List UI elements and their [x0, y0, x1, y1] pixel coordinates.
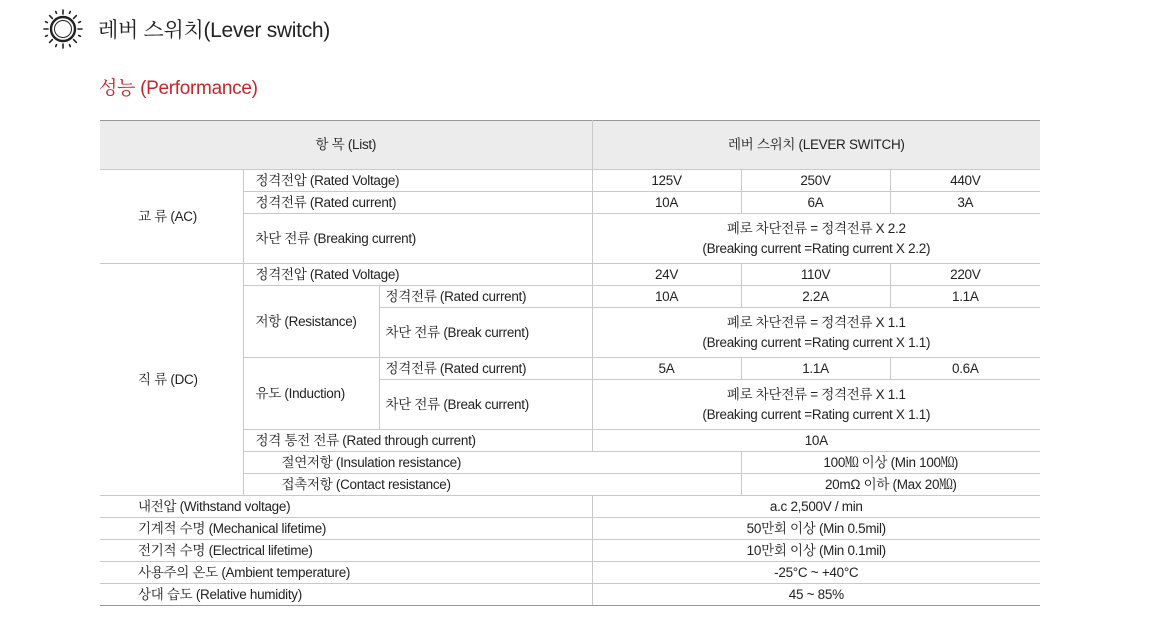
- formula-korean: 폐로 차단전류 = 정격전류 X 2.2: [726, 220, 906, 236]
- cell-value: 10A: [592, 192, 741, 214]
- cell-value: 440V: [890, 170, 1040, 192]
- cell-value: 10A: [592, 286, 741, 308]
- cell-value: 45 ~ 85%: [592, 584, 1040, 606]
- cell-value: 24V: [592, 264, 741, 286]
- cell-value: 0.6A: [890, 358, 1040, 380]
- table-header-row: [100, 121, 1040, 170]
- cell-value: 100㏁ 이상 (Min 100㏁): [741, 452, 1040, 474]
- row-label: 차단 전류 (Breaking current): [243, 214, 592, 264]
- cell-value: 250V: [741, 170, 890, 192]
- lever-switch-dial-icon: [42, 8, 84, 50]
- cell-value: 220V: [890, 264, 1040, 286]
- cell-value: 125V: [592, 170, 741, 192]
- table-row: [100, 170, 1040, 192]
- page-title: 레버 스위치(Lever switch): [98, 19, 330, 42]
- cell-value: 5A: [592, 358, 741, 380]
- row-label: 절연저항 (Insulation resistance): [243, 452, 741, 474]
- cell-value: 10A: [592, 430, 1040, 452]
- cell-value: 6A: [741, 192, 890, 214]
- table-row: [100, 264, 1040, 286]
- row-label: 차단 전류 (Break current): [379, 308, 592, 358]
- row-label: 정격 통전 전류 (Rated through current): [243, 430, 592, 452]
- dc-group-label: 직 류 (DC): [100, 264, 243, 496]
- induction-label: 유도 (Induction): [243, 358, 379, 430]
- cell-value: 50만회 이상 (Min 0.5mil): [592, 518, 1040, 540]
- cell-value: 10만회 이상 (Min 0.1mil): [592, 540, 1040, 562]
- cell-value: 1.1A: [741, 358, 890, 380]
- table-row: [100, 584, 1040, 606]
- formula-english: (Breaking current =Rating current X 1.1): [702, 406, 931, 422]
- column-header-item: 항 목 (List): [100, 121, 592, 170]
- resistance-label: 저항 (Resistance): [243, 286, 379, 358]
- cell-value: 110V: [741, 264, 890, 286]
- table-row: [100, 562, 1040, 584]
- row-label: 정격전압 (Rated Voltage): [243, 170, 592, 192]
- ac-group-label: 교 류 (AC): [100, 170, 243, 264]
- cell-value: 20mΩ 이하 (Max 20㏁): [741, 474, 1040, 496]
- formula-cell: [592, 380, 1040, 430]
- cell-value: -25°C ~ +40°C: [592, 562, 1040, 584]
- formula-korean: 폐로 차단전류 = 정격전류 X 1.1: [726, 386, 906, 402]
- column-header-value: 레버 스위치 (LEVER SWITCH): [592, 121, 1040, 170]
- cell-value: a.c 2,500V / min: [592, 496, 1040, 518]
- table-row: [100, 540, 1040, 562]
- row-label: 상대 습도 (Relative humidity): [100, 584, 592, 606]
- cell-value: 3A: [890, 192, 1040, 214]
- row-label: 정격전류 (Rated current): [379, 358, 592, 380]
- row-label: 정격전류 (Rated current): [379, 286, 592, 308]
- row-label: 접촉저항 (Contact resistance): [243, 474, 741, 496]
- performance-table: [100, 120, 1040, 606]
- row-label: 정격전압 (Rated Voltage): [243, 264, 592, 286]
- row-label: 내전압 (Withstand voltage): [100, 496, 592, 518]
- formula-english: (Breaking current =Rating current X 1.1): [702, 334, 931, 350]
- table-row: [100, 496, 1040, 518]
- row-label: 차단 전류 (Break current): [379, 380, 592, 430]
- formula-korean: 폐로 차단전류 = 정격전류 X 1.1: [726, 314, 906, 330]
- row-label: 전기적 수명 (Electrical lifetime): [100, 540, 592, 562]
- formula-cell: [592, 214, 1040, 264]
- row-label: 정격전류 (Rated current): [243, 192, 592, 214]
- section-title: 성능 (Performance): [99, 78, 258, 99]
- page-header: [42, 9, 330, 49]
- cell-value: 1.1A: [890, 286, 1040, 308]
- table-row: [100, 518, 1040, 540]
- formula-english: (Breaking current =Rating current X 2.2): [702, 240, 931, 256]
- formula-cell: [592, 308, 1040, 358]
- row-label: 사용주의 온도 (Ambient temperature): [100, 562, 592, 584]
- row-label: 기계적 수명 (Mechanical lifetime): [100, 518, 592, 540]
- cell-value: 2.2A: [741, 286, 890, 308]
